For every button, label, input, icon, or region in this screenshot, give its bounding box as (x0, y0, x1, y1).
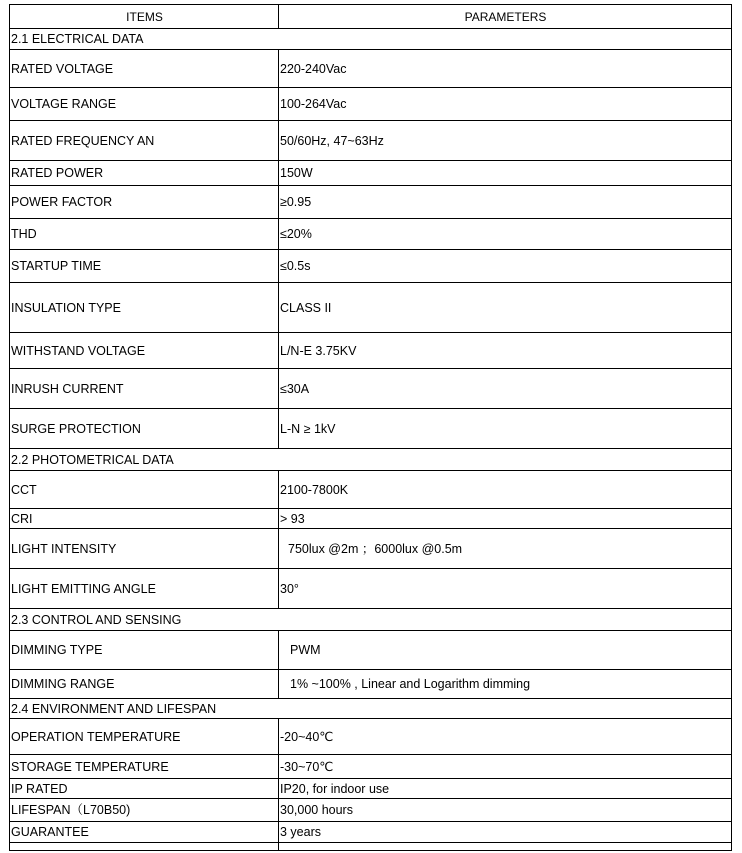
table-row (10, 121, 732, 161)
param-value: 30° (279, 569, 732, 609)
table-header-row (10, 5, 732, 29)
param-value: 100-264Vac (279, 88, 732, 121)
table-row (10, 779, 732, 799)
spec-table (9, 4, 732, 851)
section-row (10, 449, 732, 471)
item-label: LIGHT INTENSITY (10, 529, 279, 569)
empty-cell (10, 843, 279, 851)
table-row (10, 88, 732, 121)
param-value: -20~40℃ (279, 719, 732, 755)
param-value: > 93 (279, 509, 732, 529)
section-row (10, 699, 732, 719)
table-row (10, 333, 732, 369)
param-value: -30~70℃ (279, 755, 732, 779)
param-value: 2100-7800K (279, 471, 732, 509)
item-label: SURGE PROTECTION (10, 409, 279, 449)
table-row (10, 569, 732, 609)
param-value: L-N ≥ 1kV (279, 409, 732, 449)
param-value: ≤0.5s (279, 250, 732, 283)
item-label: INRUSH CURRENT (10, 369, 279, 409)
item-label: WITHSTAND VOLTAGE (10, 333, 279, 369)
table-row (10, 670, 732, 699)
table-row (10, 283, 732, 333)
param-value: CLASS II (279, 283, 732, 333)
param-value: 30,000 hours (279, 799, 732, 822)
item-label: RATED VOLTAGE (10, 50, 279, 88)
param-value: ≤30A (279, 369, 732, 409)
section-row (10, 609, 732, 631)
item-label: RATED FREQUENCY AN (10, 121, 279, 161)
table-row (10, 799, 732, 822)
header-parameters: PARAMETERS (279, 5, 732, 29)
table-row (10, 509, 732, 529)
table-row-empty (10, 843, 732, 851)
section-title: 2.1 ELECTRICAL DATA (10, 29, 732, 50)
table-row (10, 369, 732, 409)
param-value: 220-240Vac (279, 50, 732, 88)
item-label: LIFESPAN（L70B50) (10, 799, 279, 822)
table-row (10, 50, 732, 88)
item-label: OPERATION TEMPERATURE (10, 719, 279, 755)
table-row (10, 719, 732, 755)
item-label: VOLTAGE RANGE (10, 88, 279, 121)
item-label: LIGHT EMITTING ANGLE (10, 569, 279, 609)
item-label: GUARANTEE (10, 822, 279, 843)
item-label: POWER FACTOR (10, 186, 279, 219)
table-row (10, 219, 732, 250)
item-label: IP RATED (10, 779, 279, 799)
item-label: INSULATION TYPE (10, 283, 279, 333)
param-value: ≤20% (279, 219, 732, 250)
header-items: ITEMS (10, 5, 279, 29)
item-label: DIMMING TYPE (10, 631, 279, 670)
item-label: CCT (10, 471, 279, 509)
param-value: IP20, for indoor use (279, 779, 732, 799)
section-title: 2.3 CONTROL AND SENSING (10, 609, 732, 631)
param-value: 50/60Hz, 47~63Hz (279, 121, 732, 161)
param-value: 150W (279, 161, 732, 186)
table-row (10, 529, 732, 569)
param-value: ≥0.95 (279, 186, 732, 219)
item-label: STORAGE TEMPERATURE (10, 755, 279, 779)
table-row (10, 631, 732, 670)
table-row (10, 186, 732, 219)
table-row (10, 409, 732, 449)
param-value: 750lux @2m ；6000lux @0.5m (279, 529, 732, 569)
param-value: 1% ~100% , Linear and Logarithm dimming (279, 670, 732, 699)
table-row (10, 471, 732, 509)
table-row (10, 250, 732, 283)
param-value: 3 years (279, 822, 732, 843)
empty-cell (279, 843, 732, 851)
section-row (10, 29, 732, 50)
section-title: 2.4 ENVIRONMENT AND LIFESPAN (10, 699, 732, 719)
param-value: PWM (279, 631, 732, 670)
item-label: RATED POWER (10, 161, 279, 186)
item-label: THD (10, 219, 279, 250)
item-label: STARTUP TIME (10, 250, 279, 283)
item-label: CRI (10, 509, 279, 529)
section-title: 2.2 PHOTOMETRICAL DATA (10, 449, 732, 471)
param-value: L/N-E 3.75KV (279, 333, 732, 369)
table-row (10, 161, 732, 186)
item-label: DIMMING RANGE (10, 670, 279, 699)
table-row (10, 822, 732, 843)
table-row (10, 755, 732, 779)
